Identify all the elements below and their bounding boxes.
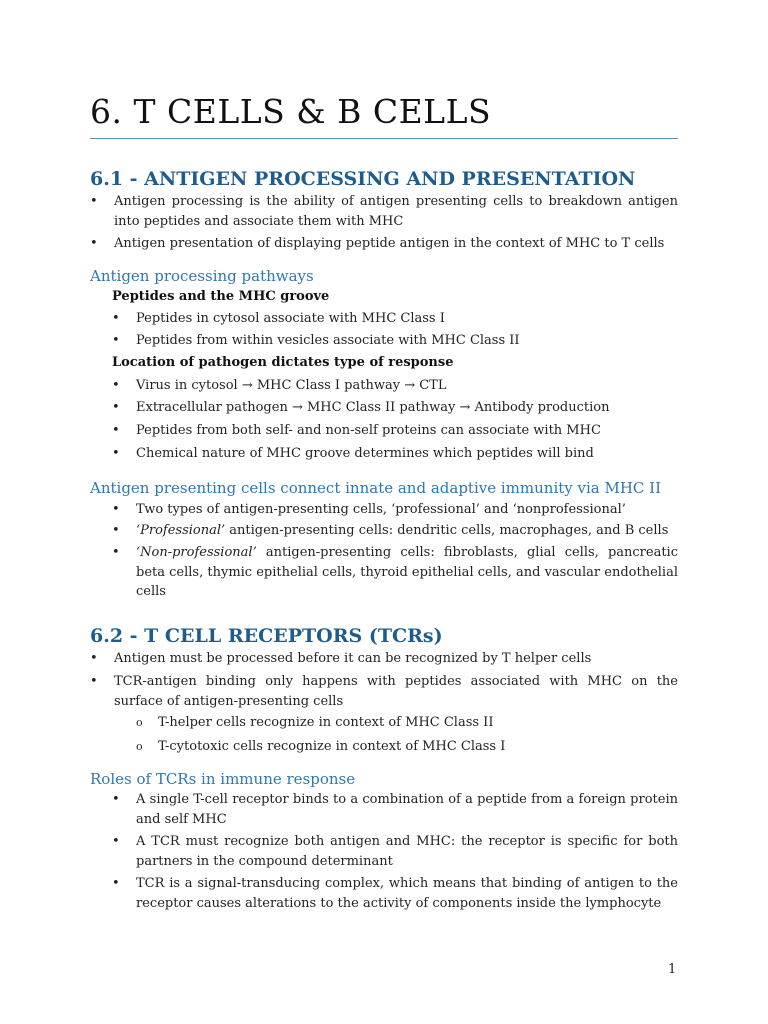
list-item: • A TCR must recognize both antigen and MHC: the receptor is specific for both partners in the compound determinant — [112, 834, 678, 869]
subheading-location: Location of pathogen dictates type of response — [112, 355, 454, 370]
list-item: • Antigen processing is the ability of antigen presenting cells to breakdown antigen into peptides and associate them with MHC — [90, 194, 678, 229]
list-item: • Peptides from both self- and non-self proteins can associate with MHC — [112, 423, 601, 438]
page-title: 6. T CELLS & B CELLS — [90, 92, 492, 131]
list-item: • Two types of antigen-presenting cells, ‘professional’ and ‘nonprofessional’ — [112, 502, 626, 517]
list-item: • Peptides from within vesicles associate with MHC Class II — [112, 333, 520, 348]
list-item: • ‘Professional’ antigen-presenting cells: dendritic cells, macrophages, and B cells — [112, 523, 669, 538]
list-item: • Chemical nature of MHC groove determines which peptides will bind — [112, 446, 594, 461]
list-item: • TCR is a signal-transducing complex, which means that binding of antigen to the receptor causes alterations to the activity of components inside the lymphocyte — [112, 876, 678, 911]
subsection-heading-roles: Roles of TCRs in immune response — [90, 770, 356, 788]
page-number: 1 — [668, 962, 677, 977]
list-item: • A single T-cell receptor binds to a combination of a peptide from a foreign protein and self MHC — [112, 792, 678, 827]
list-item: • Virus in cytosol → MHC Class I pathway → CTL — [112, 378, 447, 393]
list-item: • TCR-antigen binding only happens with peptides associated with MHC on the surface of antigen-presenting cells — [90, 674, 678, 709]
list-item: • ‘Non-professional’ antigen-presenting cells: fibroblasts, glial cells, pancreatic beta cells, thymic epithelial cells, thyroid epithelial cells, and vascular endothelial cells — [112, 545, 678, 599]
title-divider — [90, 138, 678, 139]
subsection-heading-apc: Antigen presenting cells connect innate and adaptive immunity via MHC II — [90, 479, 662, 497]
list-item: • Antigen presentation of displaying peptide antigen in the context of MHC to T cells — [90, 236, 665, 251]
section-heading-6-2: 6.2 - T CELL RECEPTORS (TCRs) — [90, 625, 443, 647]
list-item: • Peptides in cytosol associate with MHC Class I — [112, 311, 445, 326]
sub-list-item: o T-helper cells recognize in context of MHC Class II — [136, 715, 494, 730]
list-item: • Antigen must be processed before it can be recognized by T helper cells — [90, 651, 592, 666]
subheading-mhc-groove: Peptides and the MHC groove — [112, 289, 330, 304]
list-item: • Extracellular pathogen → MHC Class II pathway → Antibody production — [112, 400, 610, 415]
subsection-heading-pathways: Antigen processing pathways — [90, 267, 314, 285]
sub-list-item: o T-cytotoxic cells recognize in context of MHC Class I — [136, 739, 506, 754]
section-heading-6-1: 6.1 - ANTIGEN PROCESSING AND PRESENTATION — [90, 168, 636, 190]
